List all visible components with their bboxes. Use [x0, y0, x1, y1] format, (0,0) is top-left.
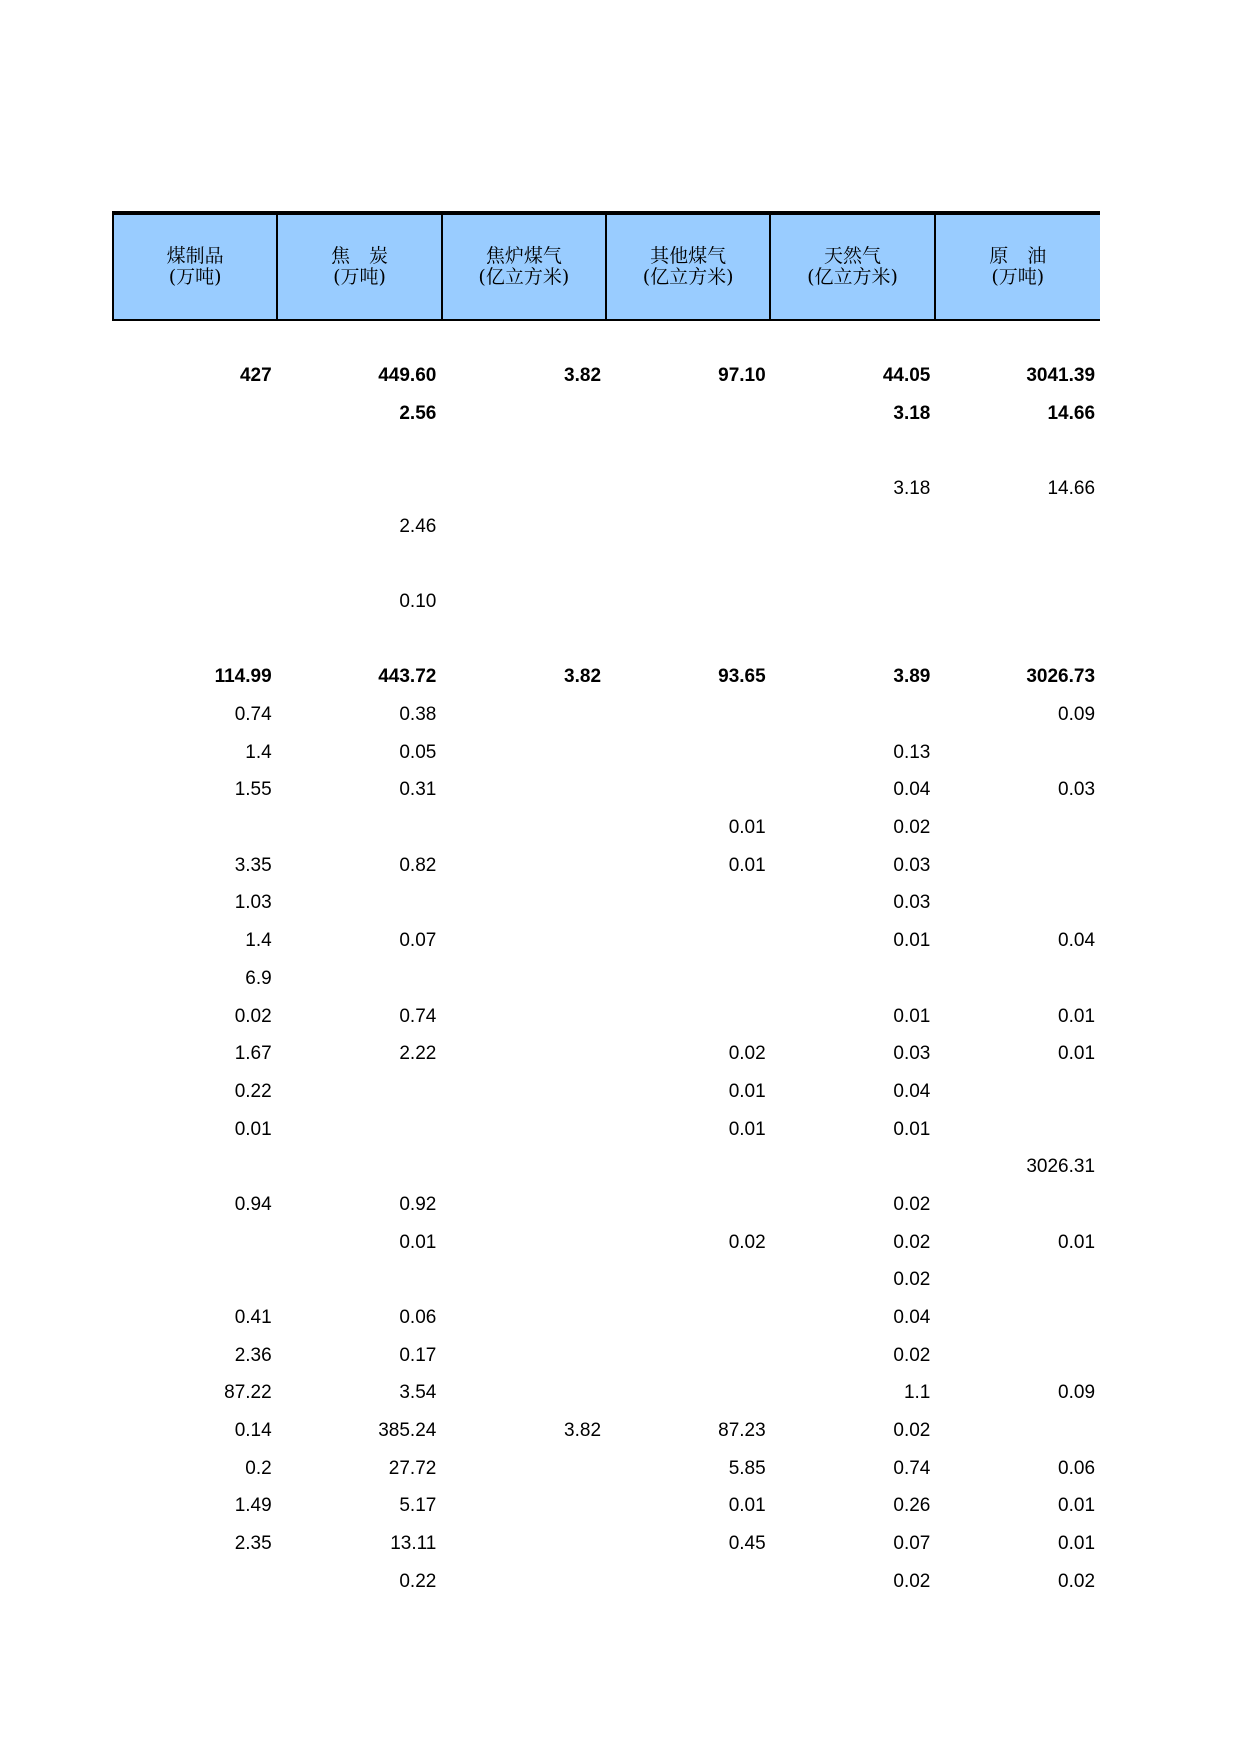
table-cell: 0.05	[399, 741, 437, 763]
table-cell: 0.17	[399, 1344, 437, 1366]
table-cell: 3.89	[893, 666, 931, 688]
table-cell: 3041.39	[1026, 364, 1096, 386]
table-cell: 3.18	[893, 477, 931, 499]
table-cell: 0.01	[893, 1005, 931, 1027]
table-row	[112, 885, 1100, 923]
table-row	[112, 847, 1100, 885]
table-body	[112, 357, 1100, 1601]
table-row	[112, 772, 1100, 810]
table-row	[112, 1412, 1100, 1450]
table-cell: 0.09	[1058, 1382, 1096, 1404]
table-cell: 0.06	[1058, 1457, 1096, 1479]
header-cell	[278, 215, 442, 319]
table-cell: 5.85	[728, 1457, 766, 1479]
table-cell: 385.24	[378, 1420, 437, 1442]
table-cell: 2.56	[399, 402, 437, 424]
table-cell: 0.22	[234, 1080, 272, 1102]
table-cell: 0.02	[728, 1231, 766, 1253]
table-cell: 0.74	[893, 1457, 931, 1479]
table-cell: 0.45	[728, 1533, 766, 1555]
table-cell: 6.9	[245, 967, 272, 989]
table-cell: 0.07	[399, 930, 437, 952]
table-cell: 0.02	[1058, 1570, 1096, 1592]
table-cell: 0.04	[1058, 930, 1096, 952]
table-cell: 13.11	[390, 1533, 437, 1555]
table-row	[112, 1450, 1100, 1488]
column-unit: (亿立方米)	[642, 266, 734, 288]
table-cell: 2.22	[399, 1043, 437, 1065]
table-cell: 1.49	[234, 1495, 272, 1517]
table-cell: 1.4	[245, 930, 272, 952]
table-cell: 0.74	[234, 704, 272, 726]
column-name: 煤制品	[166, 245, 224, 267]
table-cell: 0.02	[893, 1570, 931, 1592]
table-cell: 0.01	[893, 1118, 931, 1140]
table-cell: 0.02	[893, 1420, 931, 1442]
column-name: 原 油	[989, 245, 1047, 267]
table-cell: 97.10	[718, 364, 766, 386]
table-row	[112, 1262, 1100, 1300]
table-cell: 0.01	[399, 1231, 437, 1253]
column-unit: (万吨)	[333, 266, 386, 288]
table-cell: 3.35	[234, 854, 272, 876]
table-row	[112, 1186, 1100, 1224]
table-cell: 0.01	[234, 1118, 272, 1140]
header-cell	[771, 215, 935, 319]
table-row	[112, 1488, 1100, 1526]
table-cell: 3.54	[399, 1382, 437, 1404]
table-cell: 0.03	[1058, 779, 1096, 801]
table-row	[112, 922, 1100, 960]
table-row	[112, 395, 1100, 433]
table-cell: 0.01	[1058, 1495, 1096, 1517]
table-cell: 14.66	[1047, 402, 1096, 424]
table-cell: 0.06	[399, 1307, 437, 1329]
header-cell	[114, 215, 278, 319]
column-unit: (亿立方米)	[478, 266, 570, 288]
table-row	[112, 1375, 1100, 1413]
column-unit: (万吨)	[991, 266, 1045, 288]
table-row	[112, 545, 1100, 583]
table-cell: 1.67	[234, 1043, 272, 1065]
table-cell: 0.04	[893, 779, 931, 801]
table-row	[112, 696, 1100, 734]
table-cell: 0.10	[399, 590, 437, 612]
table-row	[112, 1224, 1100, 1262]
column-name: 焦炉煤气	[485, 245, 562, 267]
column-name: 天然气	[823, 245, 881, 267]
table-cell: 2.46	[399, 515, 437, 537]
table-cell: 0.02	[893, 1344, 931, 1366]
table-cell: 0.26	[893, 1495, 931, 1517]
data-table	[112, 211, 1100, 1601]
table-cell: 0.22	[399, 1570, 437, 1592]
table-row	[112, 1337, 1100, 1375]
table-cell: 0.14	[234, 1420, 272, 1442]
header-cell	[443, 215, 607, 319]
table-cell: 0.03	[893, 892, 931, 914]
table-cell: 1.1	[903, 1382, 931, 1404]
table-cell: 0.01	[728, 817, 766, 839]
table-row	[112, 998, 1100, 1036]
table-row	[112, 960, 1100, 998]
table-cell: 0.82	[399, 854, 437, 876]
table-cell: 0.01	[1058, 1005, 1096, 1027]
table-cell: 0.03	[893, 1043, 931, 1065]
table-cell: 87.22	[224, 1382, 272, 1404]
table-cell: 1.4	[245, 741, 272, 763]
table-cell: 0.01	[1058, 1231, 1096, 1253]
table-cell: 0.01	[728, 1080, 766, 1102]
table-row	[112, 432, 1100, 470]
column-name: 焦 炭	[330, 245, 388, 267]
table-cell: 0.01	[1058, 1533, 1096, 1555]
table-row	[112, 1148, 1100, 1186]
table-row	[112, 1525, 1100, 1563]
table-cell: 1.55	[234, 779, 272, 801]
table-cell: 0.74	[399, 1005, 437, 1027]
table-row	[112, 1035, 1100, 1073]
table-cell: 0.2	[245, 1457, 272, 1479]
table-row	[112, 1299, 1100, 1337]
column-unit: (万吨)	[168, 266, 222, 288]
table-cell: 87.23	[718, 1420, 766, 1442]
table-cell: 3.82	[564, 1420, 602, 1442]
table-cell: 3026.31	[1026, 1156, 1096, 1178]
table-cell: 0.41	[234, 1307, 272, 1329]
table-row	[112, 508, 1100, 546]
table-cell: 0.13	[893, 741, 931, 763]
table-row	[112, 1073, 1100, 1111]
table-cell: 0.03	[893, 854, 931, 876]
table-cell: 0.04	[893, 1080, 931, 1102]
table-cell: 3026.73	[1026, 666, 1096, 688]
table-cell: 427	[239, 364, 272, 386]
table-cell: 2.36	[234, 1344, 272, 1366]
table-cell: 0.02	[893, 1269, 931, 1291]
table-cell: 0.02	[893, 1231, 931, 1253]
table-row	[112, 470, 1100, 508]
column-unit: (亿立方米)	[807, 266, 898, 288]
table-header	[112, 211, 1100, 321]
header-cell	[936, 215, 1100, 319]
table-cell: 93.65	[718, 666, 766, 688]
table-cell: 0.04	[893, 1307, 931, 1329]
table-cell: 14.66	[1047, 477, 1096, 499]
table-cell: 0.01	[728, 854, 766, 876]
table-row	[112, 1563, 1100, 1601]
table-cell: 0.31	[399, 779, 437, 801]
table-row	[112, 659, 1100, 697]
table-cell: 443.72	[378, 666, 437, 688]
table-cell: 44.05	[882, 364, 931, 386]
header-cell	[607, 215, 771, 319]
table-cell: 0.94	[234, 1193, 272, 1215]
table-cell: 1.03	[234, 892, 272, 914]
table-cell: 0.01	[728, 1495, 766, 1517]
table-row	[112, 621, 1100, 659]
table-cell: 3.82	[564, 666, 602, 688]
table-cell: 0.38	[399, 704, 437, 726]
table-cell: 0.92	[399, 1193, 437, 1215]
table-cell: 0.01	[1058, 1043, 1096, 1065]
table-row	[112, 734, 1100, 772]
table-cell: 3.82	[564, 364, 602, 386]
table-cell: 2.35	[234, 1533, 272, 1555]
table-cell: 449.60	[378, 364, 437, 386]
table-cell: 114.99	[214, 666, 272, 688]
table-cell: 0.02	[893, 817, 931, 839]
table-row	[112, 809, 1100, 847]
table-cell: 3.18	[893, 402, 931, 424]
table-cell: 0.02	[728, 1043, 766, 1065]
table-cell: 0.09	[1058, 704, 1096, 726]
table-cell: 27.72	[388, 1457, 437, 1479]
table-cell: 0.02	[893, 1193, 931, 1215]
table-cell: 5.17	[399, 1495, 437, 1517]
table-cell: 0.07	[893, 1533, 931, 1555]
table-cell: 0.01	[893, 930, 931, 952]
table-row	[112, 583, 1100, 621]
table-row	[112, 1111, 1100, 1149]
table-cell: 0.01	[728, 1118, 766, 1140]
table-row	[112, 357, 1100, 395]
column-name: 其他煤气	[650, 245, 727, 267]
table-cell: 0.02	[234, 1005, 272, 1027]
